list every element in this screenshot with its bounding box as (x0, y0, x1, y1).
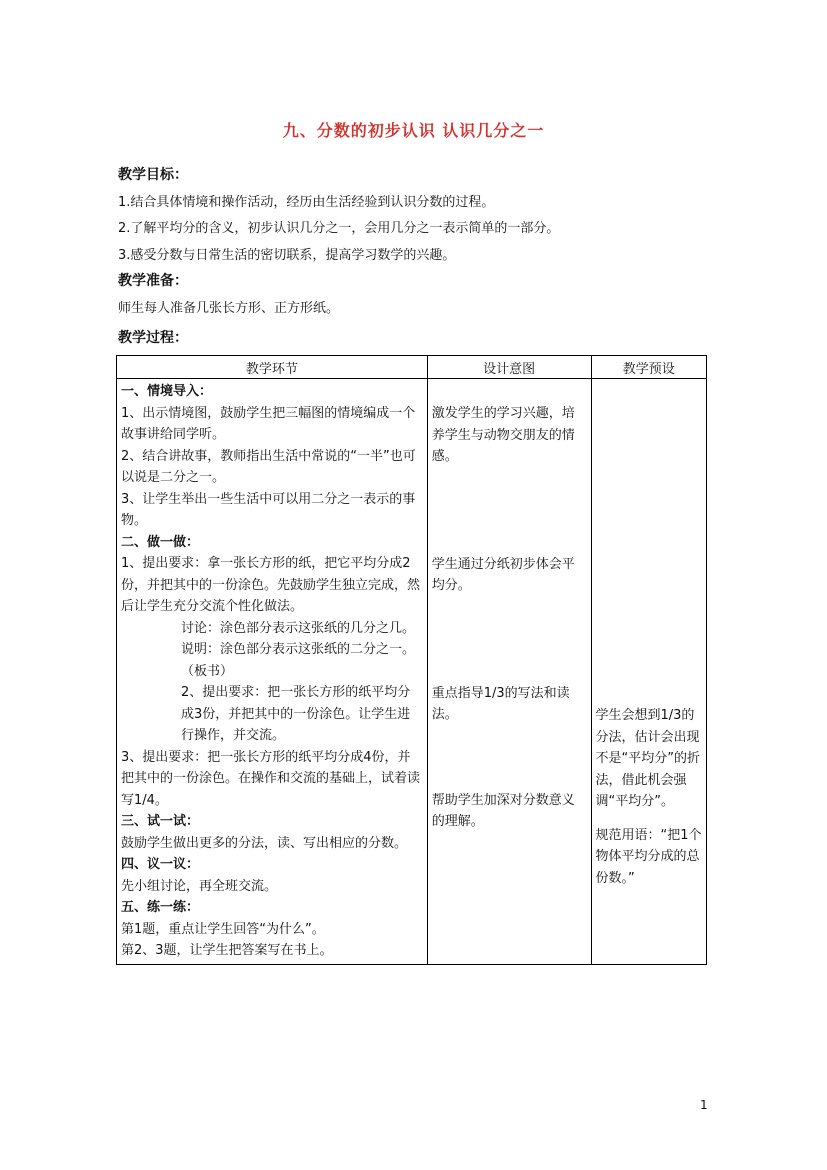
table-row (117, 379, 707, 965)
step-text: 先小组讨论，再全班交流。 (121, 878, 278, 894)
step-heading: 一、情境导入： (121, 384, 213, 399)
step-text: 3、提出要求：把一张长方形的纸平均分成4份，并把其中的一份涂色。在操作和交流的基础上，试着读写1/4。 (121, 749, 421, 808)
step-text: 第2、3题，让学生把答案写在书上。 (121, 943, 333, 958)
step-text: 鼓励学生做出更多的分法，读、写出相应的分数。 (121, 835, 408, 851)
objective-item: 3.感受分数与日常生活的密切联系，提高学习数学的兴趣。 (118, 248, 456, 263)
document-title: 九、分数的初步认识 认识几分之一 (282, 121, 545, 140)
column-header: 教学预设 (591, 356, 707, 379)
step-text: 1、出示情境图，鼓励学生把三幅图的情境编成一个故事讲给同学听。 (121, 405, 416, 442)
intent-text: 学生通过分纸初步体会平均分。 (431, 556, 575, 593)
preparation-heading: 教学准备： (118, 273, 188, 289)
step-text: 第1题，重点让学生回答“为什么”。 (121, 921, 325, 937)
objective-item: 2.了解平均分的含义，初步认识几分之一，会用几分之一表示简单的一部分。 (118, 221, 560, 236)
step-heading: 四、议一议： (121, 857, 200, 872)
step-text: 2、结合讲故事，教师指出生活中常说的“一半”也可以说是二分之一。 (121, 448, 416, 485)
design-intent-cell (427, 379, 591, 965)
column-header: 设计意图 (427, 356, 591, 379)
objective-item: 1.结合具体情境和操作活动，经历由生活经验到认识分数的过程。 (118, 195, 495, 210)
preset-text: 学生会想到1/3的分法，估计会出现不是“平均分”的折法，借此机会强调“平均分”。 (595, 708, 700, 809)
teaching-preset-cell (591, 379, 707, 965)
teaching-steps-cell (117, 379, 428, 965)
intent-text: 重点指导1/3的写法和读法。 (431, 685, 570, 722)
step-text: 3、让学生举出一些生活中可以用二分之一表示的事物。 (121, 491, 416, 528)
table-header-row (117, 356, 707, 379)
step-text: 1、提出要求：拿一张长方形的纸，把它平均分成2份，并把其中的一份涂色。先鼓励学生独立完成，然后让学生充分交流个性化做法。 (121, 556, 421, 614)
step-heading: 二、做一做： (121, 534, 200, 550)
step-text: 2、提出要求：把一张长方形的纸平均分成3份，并把其中的一份涂色。让学生进行操作，并交流。 (181, 685, 411, 743)
preparation-text: 师生每人准备几张长方形、正方形纸。 (118, 301, 340, 316)
step-text: 讨论：涂色部分表示这张纸的几分之几。 (181, 620, 416, 636)
column-header: 教学环节 (117, 356, 428, 379)
step-heading: 五、练一练： (121, 900, 200, 915)
process-heading: 教学过程： (118, 330, 188, 346)
step-heading: 三、试一试： (121, 814, 200, 829)
preset-text: 规范用语：“把1个物体平均分成的总份数。” (595, 827, 702, 886)
step-text: 说明：涂色部分表示这张纸的二分之一。（板书） (181, 642, 416, 679)
intent-text: 激发学生的学习兴趣，培养学生与动物交朋友的情感。 (431, 406, 575, 464)
intent-text: 帮助学生加深对分数意义的理解。 (431, 792, 575, 829)
objectives-heading: 教学目标： (118, 167, 188, 183)
page-number: 1 (700, 1098, 708, 1112)
lesson-table (116, 355, 707, 965)
